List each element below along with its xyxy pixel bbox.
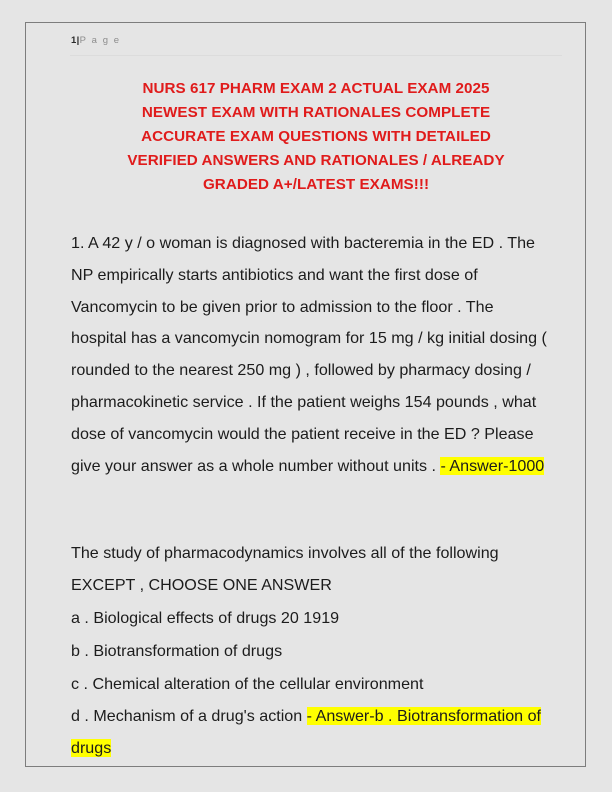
title-line-1: NURS 617 PHARM EXAM 2 ACTUAL EXAM 2025 (142, 80, 490, 97)
title-line-5: GRADED A+/LATEST EXAMS!!! (202, 176, 430, 193)
page-header-separator: | (76, 35, 80, 46)
question-2-option-d (71, 701, 571, 765)
section-spacer (71, 482, 571, 538)
title-line-4: VERIFIED ANSWERS AND RATIONALES / ALREADY (127, 152, 505, 169)
title-line-2: NEWEST EXAM WITH RATIONALES COMPLETE (141, 104, 491, 121)
question-2-option-a: a . Biological effects of drugs 20 1919 (71, 608, 340, 627)
question-1-answer-highlight: - Answer-1000 (440, 456, 545, 475)
page-header-label: P a g e (79, 35, 121, 46)
question-2-option-c: c . Chemical alteration of the cellular environment (71, 674, 424, 693)
question-1-block (71, 228, 549, 482)
document-page (25, 22, 586, 767)
document-title (68, 77, 564, 197)
page-number: 1 (71, 35, 77, 46)
question-2-option-d-text: d . Mechanism of a drug's action (71, 707, 307, 726)
question-2-answer-highlight: - Answer-b . Biotransformation of drugs (71, 707, 542, 758)
page-content-area (26, 23, 585, 766)
header-divider (70, 55, 562, 56)
question-2-option-b: b . Biotransformation of drugs (71, 641, 283, 660)
question-2-stem: The study of pharmacodynamics involves all of the following EXCEPT , CHOOSE ONE ANSWER (71, 544, 499, 595)
document-body (71, 228, 571, 765)
title-line-3: ACCURATE EXAM QUESTIONS WITH DETAILED (141, 128, 491, 145)
question-1-text: 1. A 42 y / o woman is diagnosed with bacteremia in the ED . The NP empirically starts antibiotics and want the first dose of Vancomycin to be given prior to admission to the floor . The hospital has a vancomycin nomogram for 15 mg / kg initial dosing ( rounded to the nearest 250 mg ) , followed by pharmacy dosing / pharmacokinetic service . If the patient weighs 154 pounds , what dose of vancomycin would the patient receive in the ED ? Please give your answer as a whole number without units . (71, 234, 547, 475)
page-header (71, 35, 561, 53)
